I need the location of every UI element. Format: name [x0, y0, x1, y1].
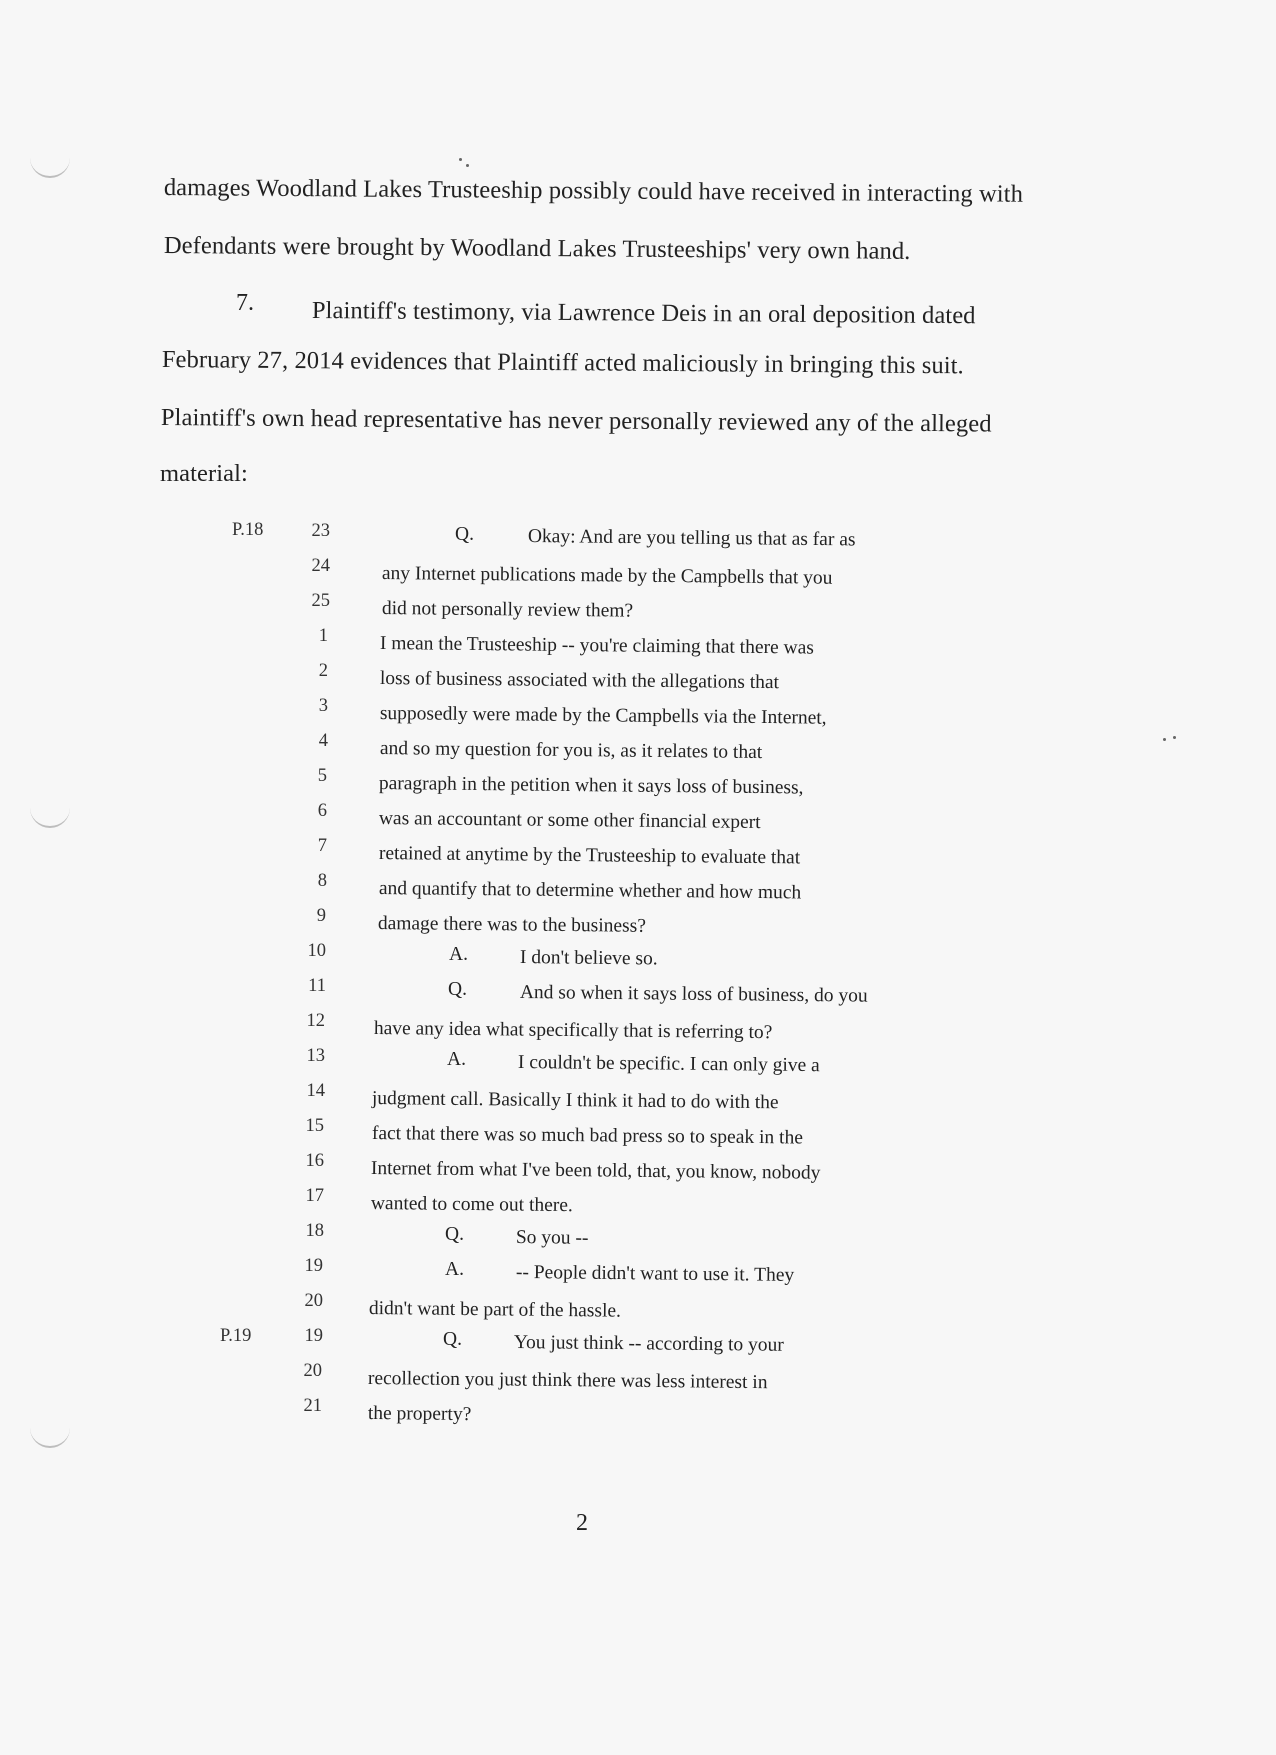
answer-marker: A. — [445, 1259, 464, 1280]
line-number: 3 — [318, 696, 328, 716]
transcript-line: any Internet publications made by the Campbells that you — [381, 563, 833, 589]
transcript-line: supposedly were made by the Campbells via the Internet, — [379, 703, 827, 729]
line-number: 5 — [317, 766, 327, 786]
transcript-line: recollection you just think there was less interest in — [367, 1368, 768, 1394]
transcript-line: and so my question for you is, as it relates to that — [379, 738, 763, 764]
transcript-page-ref: P.19 — [220, 1326, 252, 1346]
question-marker: Q. — [455, 524, 474, 545]
transcript-line: fact that there was so much bad press so to speak in the — [371, 1123, 804, 1149]
transcript-page-ref: P.18 — [232, 520, 264, 540]
punch-hole-middle — [30, 800, 70, 828]
transcript-line: retained at anytime by the Trusteeship to evaluate that — [378, 843, 801, 869]
transcript-line: judgment call. Basically I think it had to do with the — [371, 1088, 779, 1114]
transcript-line: And so when it says loss of business, do you — [519, 982, 868, 1007]
paragraph-line: Defendants were brought by Woodland Lakes Trusteeships' very own hand. — [163, 232, 911, 265]
transcript-line: the property? — [367, 1403, 472, 1426]
line-number: 17 — [305, 1186, 324, 1206]
transcript-line: Internet from what I've been told, that, you know, nobody — [370, 1158, 821, 1184]
transcript-line: didn't want be part of the hassle. — [368, 1298, 622, 1322]
line-number: 19 — [304, 1256, 323, 1276]
line-number: 6 — [317, 801, 327, 821]
line-number: 20 — [304, 1291, 323, 1311]
punch-hole-bottom — [30, 1420, 70, 1448]
question-marker: Q. — [445, 1224, 464, 1245]
line-number: 4 — [318, 731, 328, 751]
answer-marker: A. — [447, 1049, 466, 1070]
paragraph-line: material: — [160, 460, 248, 487]
transcript-line: was an accountant or some other financial expert — [378, 808, 761, 833]
line-number: 21 — [303, 1396, 322, 1416]
transcript-line: have any idea what specifically that is referring to? — [373, 1018, 773, 1044]
line-number: 14 — [306, 1081, 325, 1101]
transcript-line: paragraph in the petition when it says loss of business, — [378, 773, 804, 799]
line-number: 20 — [303, 1361, 322, 1381]
transcript-line: -- People didn't want to use it. They — [515, 1262, 795, 1286]
scan-speck — [1173, 736, 1176, 739]
page-number: 2 — [576, 1510, 588, 1536]
scan-speck — [459, 158, 462, 161]
answer-marker: A. — [449, 944, 468, 965]
punch-hole-top — [30, 150, 70, 178]
line-number: 25 — [311, 591, 330, 611]
transcript-line: You just think -- according to your — [513, 1332, 784, 1356]
question-marker: Q. — [443, 1329, 462, 1350]
scan-speck — [466, 164, 469, 167]
transcript-line: Okay: And are you telling us that as far as — [527, 526, 856, 551]
line-number: 2 — [318, 661, 328, 681]
line-number: 1 — [318, 626, 328, 646]
paragraph-line: Plaintiff's testimony, via Lawrence Deis in an oral deposition dated — [311, 297, 976, 330]
line-number: 9 — [316, 906, 326, 926]
transcript-line: and quantify that to determine whether and how much — [378, 878, 802, 904]
line-number: 13 — [306, 1046, 325, 1066]
line-number: 10 — [307, 941, 326, 961]
line-number: 16 — [305, 1151, 324, 1171]
paragraph-line: February 27, 2014 evidences that Plaintiff acted maliciously in bringing this suit. — [161, 346, 964, 380]
transcript-line: loss of business associated with the allegations that — [379, 668, 780, 694]
transcript-line: did not personally review them? — [381, 598, 634, 622]
line-number: 7 — [317, 836, 327, 856]
question-marker: Q. — [448, 979, 467, 1000]
scan-speck — [1163, 738, 1166, 741]
paragraph-line: Plaintiff's own head representative has never personally reviewed any of the alleged — [160, 404, 992, 438]
line-number: 18 — [305, 1221, 324, 1241]
paragraph-line: damages Woodland Lakes Trusteeship possibly could have received in interacting with — [163, 174, 1024, 208]
paragraph-number: 7. — [236, 290, 254, 316]
line-number: 12 — [306, 1011, 325, 1031]
line-number: 24 — [311, 556, 330, 576]
transcript-line: I couldn't be specific. I can only give a — [517, 1052, 820, 1077]
line-number: 19 — [304, 1326, 323, 1346]
line-number: 8 — [317, 871, 327, 891]
line-number: 15 — [305, 1116, 324, 1136]
transcript-line: I mean the Trusteeship -- you're claiming that there was — [379, 633, 815, 659]
transcript-line: I don't believe so. — [519, 947, 658, 970]
line-number: 11 — [308, 976, 326, 996]
transcript-line: wanted to come out there. — [370, 1193, 573, 1217]
transcript-line: damage there was to the business? — [377, 913, 647, 937]
line-number: 23 — [311, 521, 330, 541]
transcript-line: So you -- — [515, 1227, 589, 1249]
